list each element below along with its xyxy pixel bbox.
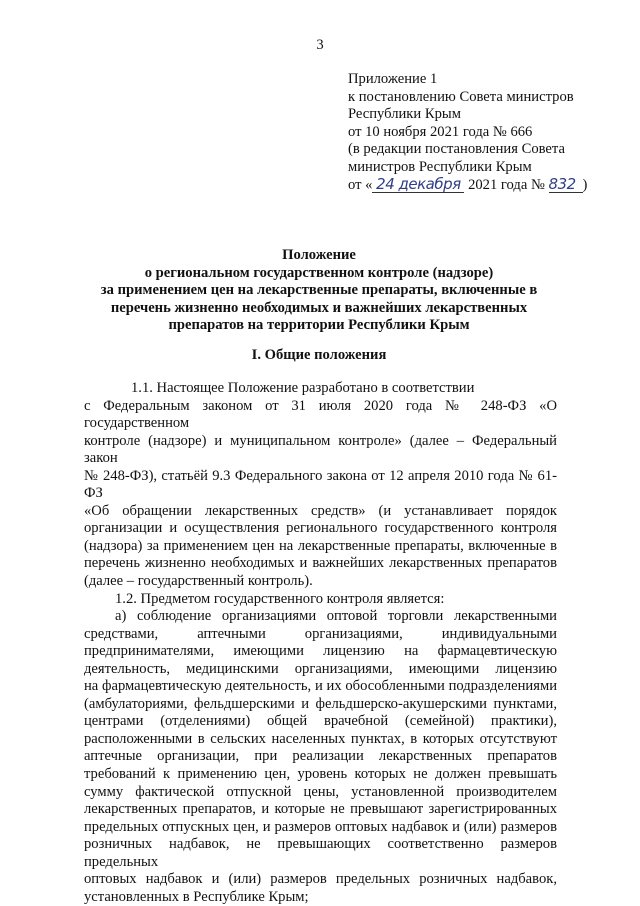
body-line: с Федеральным законом от 31 июля 2020 года № 248-ФЗ «О государственном <box>84 397 557 432</box>
document-title <box>80 247 558 335</box>
appendix-line: министров Республики Крым <box>348 158 532 175</box>
body-line: № 248-ФЗ), статьёй 9.3 Федерального закона от 12 апреля 2010 года № 61-ФЗ <box>84 467 557 502</box>
body-line: центрами (отделениями) общей врачебной (семейной) практики), <box>84 713 557 730</box>
body-line: (надзора) за применением цен на лекарственные препараты, включенные в <box>84 537 557 554</box>
date-middle: 2021 года № <box>464 176 549 193</box>
body-line: требований к применению цен, уровень которых не должен превышать <box>84 766 557 783</box>
appendix-line: от 10 ноября 2021 года № 666 <box>348 123 533 140</box>
body-line: 1.2. Предметом государственного контроля является: <box>115 590 445 607</box>
handwritten-date: 24 декабря <box>372 177 464 193</box>
appendix-line: (в редакции постановления Совета <box>348 141 565 158</box>
appendix-block <box>348 71 628 194</box>
body-line: (далее – государственный контроль). <box>84 573 313 590</box>
date-prefix: от « <box>348 176 373 193</box>
body-line: 1.1. Настоящее Положение разработано в соответствии <box>131 380 475 396</box>
appendix-line: Приложение 1 <box>348 71 438 87</box>
body-line: оптовых надбавок и (или) размеров предельных розничных надбавок, <box>84 871 557 888</box>
body-line: розничных надбавок, не превышающих соответственно размеров предельных <box>84 836 557 870</box>
date-suffix: ) <box>582 176 588 193</box>
body-line: средствами, аптечными организациями, индивидуальными <box>84 625 557 642</box>
body-line: расположенными в сельских населенных пунктах, в которых отсутствуют <box>84 730 557 747</box>
page-number: 3 <box>316 37 324 53</box>
body-line: установленных в Республике Крым; <box>84 888 309 905</box>
section-heading: I. Общие положения <box>251 347 387 363</box>
appendix-line: к постановлению Совета министров <box>348 88 574 105</box>
body-line: а) соблюдение организациями оптовой торговли лекарственными <box>115 608 557 625</box>
body-line: организации и осуществления регионального государственного контроля <box>84 520 557 537</box>
title-line: перечень жизненно необходимых и важнейших лекарственных <box>110 299 528 316</box>
appendix-date-line <box>348 174 628 195</box>
body-line: лекарственных препаратов, и которые не превышают зарегистрированных <box>84 801 557 818</box>
body-line: «Об обращении лекарственных средств» (и устанавливает порядок <box>84 502 557 519</box>
body-line: контроле (надзоре) и муниципальном контроле» (далее – Федеральный закон <box>84 432 557 467</box>
body-line: (амбулаториями, фельдшерскими и фельдшерско-акушерскими пунктами, <box>84 695 557 712</box>
body-line: предельных отпускных цен, и размеров оптовых надбавок и (или) размеров <box>84 818 557 835</box>
title-line: препаратов на территории Республики Крым <box>168 317 470 334</box>
body-line: на фармацевтическую деятельность, и их обособленными подразделениями <box>84 678 557 695</box>
title-line: Положение <box>282 247 356 263</box>
body-line: предпринимателями, имеющими лицензию на фармацевтическую <box>84 643 557 660</box>
appendix-line: Республики Крым <box>348 106 461 123</box>
body-line: аптечные организации, при реализации лекарственных препаратов <box>84 748 557 765</box>
title-line: за применением цен на лекарственные препараты, включенные в <box>100 282 538 299</box>
body-line: деятельность, медицинскими организациями, имеющими лицензию <box>84 660 557 677</box>
body-line: перечень жизненно необходимых и важнейших лекарственных препаратов <box>84 555 557 572</box>
body-text <box>84 380 557 906</box>
body-line: сумму фактической отпускной цены, установленной производителем <box>84 783 557 800</box>
title-line: о региональном государственном контроле (надзоре) <box>144 264 494 281</box>
handwritten-number: 832 <box>549 177 583 193</box>
